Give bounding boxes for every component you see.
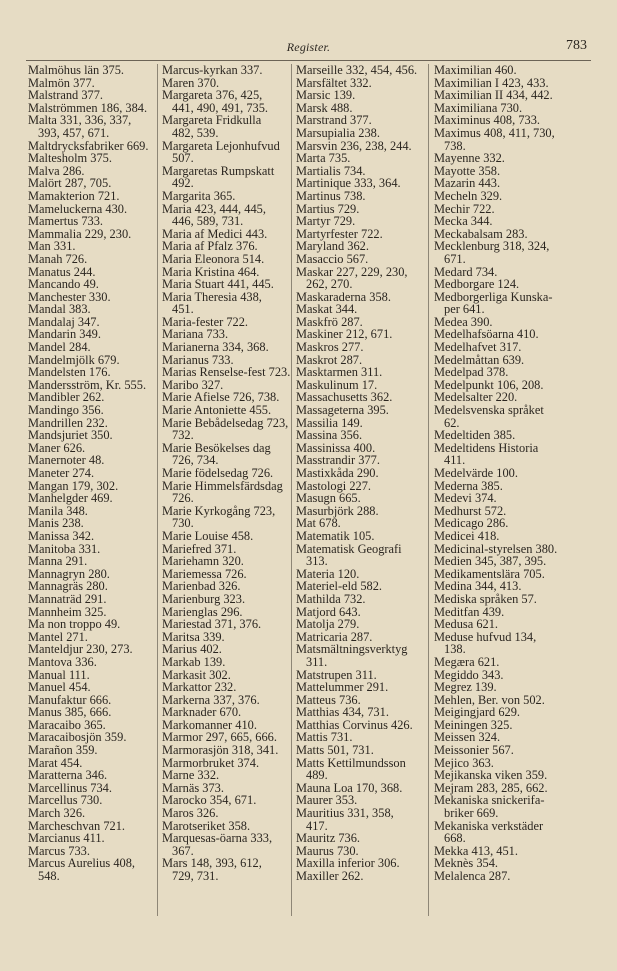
index-entry: Mariestad 371, 376. xyxy=(162,617,262,632)
index-entry: Marmorasjön 318, 341. xyxy=(162,743,279,758)
index-entry: Mechir 722. xyxy=(434,201,495,216)
index-entry: Mecheln 329. xyxy=(434,188,503,203)
index-entry: Medusa 621. xyxy=(434,617,499,632)
index-entry: 138. xyxy=(444,642,466,657)
index-entry: Maskar 227, 229, 230, xyxy=(296,264,408,279)
index-entry: Marne 332. xyxy=(162,768,220,783)
index-entry: Maria Eleonora 514. xyxy=(162,251,265,266)
index-entry: Marsic 139. xyxy=(296,88,356,103)
index-entry: Maria Kristina 464. xyxy=(162,264,260,279)
index-entry: Meissonier 567. xyxy=(434,743,514,758)
index-entry: 411. xyxy=(444,453,466,468)
index-entry: Malmöhus län 375. xyxy=(28,63,125,77)
index-entry: Medevi 374. xyxy=(434,491,497,506)
index-entry: Maria af Medici 443. xyxy=(162,226,268,241)
index-entry: Mangan 179, 302. xyxy=(28,478,119,493)
index-entry: Meknès 354. xyxy=(434,856,499,871)
index-entry: Medborgare 124. xyxy=(434,277,520,292)
index-column-3 xyxy=(296,64,428,883)
index-entry: Mancando 49. xyxy=(28,277,99,292)
index-entry: Malstrand 377. xyxy=(28,88,104,103)
index-entry: Matts 501, 731. xyxy=(296,743,374,758)
index-entry: Melalenca 287. xyxy=(434,869,511,883)
index-entry: Marie Himmelsfärdsdag xyxy=(162,478,283,493)
index-entry: Materiel-eld 582. xyxy=(296,579,383,594)
index-entry: Manhelgder 469. xyxy=(28,491,113,506)
index-entry: Mandibler 262. xyxy=(28,390,105,405)
index-entry: Maskrot 287. xyxy=(296,352,363,367)
index-entry: Markomanner 410. xyxy=(162,717,257,732)
index-entry: Marie Louise 458. xyxy=(162,528,254,543)
index-entry: Maryland 362. xyxy=(296,239,369,254)
index-entry: 729, 731. xyxy=(172,869,219,883)
index-entry: Margaretas Rumpskatt xyxy=(162,163,275,178)
index-entry: Medelhafsöarna 410. xyxy=(434,327,539,342)
index-entry: 313. xyxy=(306,554,328,569)
index-entry: Marie Besökelses dag xyxy=(162,440,271,455)
index-entry: Mejikanska viken 359. xyxy=(434,768,548,783)
index-entry: Medicinal-styrelsen 380. xyxy=(434,541,558,556)
index-entry: Mecka 344. xyxy=(434,214,493,229)
index-entry: Mejram 283, 285, 662. xyxy=(434,780,548,795)
index-column-4 xyxy=(434,64,566,883)
index-entry: 451. xyxy=(172,302,194,317)
index-entry: Medea 390. xyxy=(434,314,493,329)
index-entry: Markab 139. xyxy=(162,654,226,669)
index-entry: 548. xyxy=(38,869,60,883)
index-entry: Maria af Pfalz 376. xyxy=(162,239,258,254)
index-entry: Mattis 731. xyxy=(296,730,353,745)
index-entry: Marcus Aurelius 408, xyxy=(28,856,136,871)
index-entry: Marsvin 236, 238, 244. xyxy=(296,138,412,153)
index-entry: Maltdrycksfabriker 669. xyxy=(28,138,149,153)
index-entry: briker 669. xyxy=(444,806,499,821)
index-entry: Matricaria 287. xyxy=(296,629,373,644)
index-entry: Ma non troppo 49. xyxy=(28,617,121,632)
index-entry: Maria Stuart 441, 445. xyxy=(162,277,274,292)
index-entry: Mat 678. xyxy=(296,516,341,531)
index-entry: Mekaniska verkstäder xyxy=(434,818,544,833)
index-entry: Markasit 302. xyxy=(162,667,231,682)
index-entry: Marta 735. xyxy=(296,151,351,166)
index-entry: Marianerna 334, 368. xyxy=(162,340,269,355)
index-column-2 xyxy=(162,64,294,883)
index-entry: Maltesholm 375. xyxy=(28,151,112,166)
index-entry: Maner 626. xyxy=(28,440,86,455)
index-entry: Malströmmen 186, 384. xyxy=(28,100,148,115)
index-entry: Mariehamn 320. xyxy=(162,554,244,569)
index-entry: Mauritius 331, 358, xyxy=(296,806,394,821)
index-entry: Marienbad 326. xyxy=(162,579,241,594)
index-entry: Manah 726. xyxy=(28,251,88,266)
page-number: 783 xyxy=(566,38,587,53)
index-entry: Masaccio 567. xyxy=(296,251,369,266)
index-entry: Maria 423, 444, 445, xyxy=(162,201,266,216)
index-entry: Mannaträd 291. xyxy=(28,591,107,606)
index-entry: 311. xyxy=(306,654,328,669)
index-entry: per 641. xyxy=(444,302,485,317)
index-entry: Medeltidens Historia xyxy=(434,440,539,455)
index-entry: Matts Kettilmundsson xyxy=(296,755,406,770)
index-entry: 393, 457, 671. xyxy=(38,125,110,140)
index-entry: Mamertus 733. xyxy=(28,214,104,229)
index-entry: Medborgerliga Kunska- xyxy=(434,289,553,304)
index-entry: Marie Kyrkogång 723, xyxy=(162,503,276,518)
index-entry: Malva 286. xyxy=(28,163,85,178)
index-entry: Mandelmjölk 679. xyxy=(28,352,120,367)
index-entry: Massina 356. xyxy=(296,428,363,443)
index-entry: Marie Antoniette 455. xyxy=(162,403,272,418)
index-entry: Manteldjur 230, 273. xyxy=(28,642,133,657)
index-entry: Marcus 733. xyxy=(28,843,90,858)
index-entry: Medikamentslära 705. xyxy=(434,566,545,581)
index-entry: Martinus 738. xyxy=(296,188,366,203)
index-entry: Manchester 330. xyxy=(28,289,111,304)
index-entry: Matjord 643. xyxy=(296,604,361,619)
index-entry: 507. xyxy=(172,151,194,166)
index-entry: Megæra 621. xyxy=(434,654,500,669)
index-entry: Maxiller 262. xyxy=(296,869,364,883)
index-entry: Malört 287, 705. xyxy=(28,176,112,191)
index-entry: Mattelummer 291. xyxy=(296,680,389,695)
index-entry: Martialis 734. xyxy=(296,163,366,178)
index-entry: Mammalia 229, 230. xyxy=(28,226,132,241)
index-entry: Matteus 736. xyxy=(296,692,361,707)
index-entry: Martyr 729. xyxy=(296,214,356,229)
index-entry: Margarita 365. xyxy=(162,188,236,203)
index-entry: Martyrfester 722. xyxy=(296,226,383,241)
index-entry: Mantel 271. xyxy=(28,629,88,644)
index-entry: Margareta 376, 425, xyxy=(162,88,263,103)
index-entry: Manila 348. xyxy=(28,503,88,518)
index-entry: Marcheschvan 721. xyxy=(28,818,126,833)
index-entry: Matsmältningsverktyg xyxy=(296,642,408,657)
index-entry: Maritsa 339. xyxy=(162,629,225,644)
index-entry: Mandarin 349. xyxy=(28,327,101,342)
index-entry: Margareta Lejonhufvud xyxy=(162,138,280,153)
index-entry: Mayotte 358. xyxy=(434,163,501,178)
index-entry: 726. xyxy=(172,491,194,506)
running-title: Register. xyxy=(286,40,331,54)
index-entry: Maribo 327. xyxy=(162,377,224,392)
index-entry: Meiningen 325. xyxy=(434,717,513,732)
index-entry: Malta 331, 336, 337, xyxy=(28,113,132,128)
index-entry: Mazarin 443. xyxy=(434,176,501,191)
index-entry: Mastixkåda 290. xyxy=(296,466,379,480)
index-entry: Maximilian 460. xyxy=(434,63,517,77)
index-entry: Marcellus 730. xyxy=(28,793,103,808)
index-entry: Mekaniska snickerifa- xyxy=(434,793,545,808)
index-entry: Mannagryn 280. xyxy=(28,566,110,581)
index-entry: Markerna 337, 376. xyxy=(162,692,260,707)
index-entry: Matolja 279. xyxy=(296,617,360,632)
index-entry: 62. xyxy=(444,415,460,430)
index-entry: Martius 729. xyxy=(296,201,360,216)
index-entry: Marianus 733. xyxy=(162,352,234,367)
index-entry: Maskulinum 17. xyxy=(296,377,378,392)
index-entry: Mecklenburg 318, 324, xyxy=(434,239,550,254)
index-entry: Marienburg 323. xyxy=(162,591,246,606)
index-entry: Medelhafvet 317. xyxy=(434,340,522,355)
index-entry: Marnäs 373. xyxy=(162,780,224,795)
index-entry: Medelmåttan 639. xyxy=(434,352,525,367)
index-entry: Mastologi 227. xyxy=(296,478,372,493)
index-entry: Medina 344, 413. xyxy=(434,579,522,594)
index-entry: Masugn 665. xyxy=(296,491,361,506)
index-entry: Massilia 149. xyxy=(296,415,363,430)
index-entry: Mayenne 332. xyxy=(434,151,505,166)
index-entry: Manna 291. xyxy=(28,554,88,569)
index-entry: Maratterna 346. xyxy=(28,768,108,783)
index-entry: Marstrand 377. xyxy=(296,113,372,128)
index-entry: Medelpad 378. xyxy=(434,365,509,380)
index-entry: Mandalaj 347. xyxy=(28,314,100,329)
index-entry: Mameluckerna 430. xyxy=(28,201,128,216)
index-entry: Medeltiden 385. xyxy=(434,428,516,443)
index-entry: Medicei 418. xyxy=(434,528,500,543)
index-entry: Manufaktur 666. xyxy=(28,692,112,707)
index-entry: Martinique 333, 364. xyxy=(296,176,401,191)
index-entry: Mederna 385. xyxy=(434,478,503,493)
index-entry: Medelvärde 100. xyxy=(434,466,518,480)
index-entry: Marie Afielse 726, 738. xyxy=(162,390,280,405)
index-entry: Manual 111. xyxy=(28,667,90,682)
index-entry: Manitoba 331. xyxy=(28,541,101,556)
page-header xyxy=(0,38,617,58)
index-entry: Mariefred 371. xyxy=(162,541,237,556)
index-entry: Marquesas-öarna 333, xyxy=(162,831,273,846)
index-entry: Masurbjörk 288. xyxy=(296,503,379,518)
index-entry: Matstrupen 311. xyxy=(296,667,377,682)
index-entry: Maximiliana 730. xyxy=(434,100,523,115)
index-entry: 730. xyxy=(172,516,194,531)
index-entry: Marcus-kyrkan 337. xyxy=(162,63,263,77)
index-entry: 446, 589, 731. xyxy=(172,214,244,229)
index-entry: Maurus 730. xyxy=(296,843,359,858)
index-entry: Mantova 336. xyxy=(28,654,97,669)
index-entry: Marmor 297, 665, 666. xyxy=(162,730,277,745)
index-entry: Marseille 332, 454, 456. xyxy=(296,63,418,77)
index-entry: Maros 326. xyxy=(162,806,219,821)
index-entry: 482, 539. xyxy=(172,125,219,140)
index-entry: Mandel 284. xyxy=(28,340,91,355)
index-column-1 xyxy=(28,64,160,883)
index-entry: 668. xyxy=(444,831,466,846)
index-entry: 671. xyxy=(444,251,466,266)
index-entry: Mamakterion 721. xyxy=(28,188,120,203)
index-entry: Mejico 363. xyxy=(434,755,494,770)
index-entry: Marat 454. xyxy=(28,755,83,770)
index-entry: Maria-fester 722. xyxy=(162,314,249,329)
index-entry: Matematisk Geografi xyxy=(296,541,402,556)
index-entry: Maurer 353. xyxy=(296,793,358,808)
index-entry: Medhurst 572. xyxy=(434,503,507,518)
index-entry: Marienglas 296. xyxy=(162,604,243,619)
index-entry: Meduse hufvud 134, xyxy=(434,629,537,644)
index-entry: Manuel 454. xyxy=(28,680,91,695)
index-entry: Marmorbruket 374. xyxy=(162,755,260,770)
index-entry: Mandrillen 232. xyxy=(28,415,108,430)
index-entry: Manus 385, 666. xyxy=(28,705,112,720)
index-entry: Marsupialia 238. xyxy=(296,125,380,140)
index-entry: Marocko 354, 671. xyxy=(162,793,257,808)
index-entry: Mediska språken 57. xyxy=(434,591,537,606)
index-entry: Maren 370. xyxy=(162,75,220,90)
index-entry: Marañon 359. xyxy=(28,743,98,758)
index-entry: 367. xyxy=(172,843,194,858)
index-entry: Mariana 733. xyxy=(162,327,229,342)
index-entry: Massinissa 400. xyxy=(296,440,376,455)
index-entry: Manissa 342. xyxy=(28,528,95,543)
index-entry: Manernoter 48. xyxy=(28,453,105,468)
index-entry: Marius 402. xyxy=(162,642,222,657)
index-entry: 489. xyxy=(306,768,328,783)
index-entry: Maximilian II 434, 442. xyxy=(434,88,553,103)
index-entry: Mathilda 732. xyxy=(296,591,366,606)
index-entry: Margareta Fridkulla xyxy=(162,113,262,128)
header-rule xyxy=(26,60,591,61)
index-entry: Markattor 232. xyxy=(162,680,237,695)
index-entry: Maria Theresia 438, xyxy=(162,289,262,304)
index-entry: 732. xyxy=(172,428,194,443)
index-entry: Mandelsten 176. xyxy=(28,365,111,380)
index-entry: Meditfan 439. xyxy=(434,604,505,619)
index-entry: Mauritz 736. xyxy=(296,831,361,846)
index-entry: Maracaibosjön 359. xyxy=(28,730,127,745)
index-entry: Maskaraderna 358. xyxy=(296,289,391,304)
index-entry: Megiddo 343. xyxy=(434,667,504,682)
index-entry: Maximinus 408, 733. xyxy=(434,113,541,128)
index-entry: Maskiner 212, 671. xyxy=(296,327,393,342)
index-entry: Malmön 377. xyxy=(28,75,95,90)
index-entry: Marknader 670. xyxy=(162,705,242,720)
index-entry: Maracaibo 365. xyxy=(28,717,106,732)
index-entry: Maxilla inferior 306. xyxy=(296,856,400,871)
index-entry: Medelsvenska språket xyxy=(434,403,544,418)
index-entry: Marsfältet 332. xyxy=(296,75,372,90)
index-entry: Medelsalter 220. xyxy=(434,390,518,405)
index-entry: Meckabalsam 283. xyxy=(434,226,528,241)
index-entry: March 326. xyxy=(28,806,86,821)
index-entry: Massachusetts 362. xyxy=(296,390,393,405)
index-entry: Meissen 324. xyxy=(434,730,501,745)
index-entry: Marsk 488. xyxy=(296,100,353,115)
index-entry: 441, 490, 491, 735. xyxy=(172,100,269,115)
index-entry: Mariemessa 726. xyxy=(162,566,247,581)
index-entry: Megrez 139. xyxy=(434,680,497,695)
index-entry: Masstrandir 377. xyxy=(296,453,380,468)
index-entry: Mars 148, 393, 612, xyxy=(162,856,262,871)
index-entry: Matematik 105. xyxy=(296,528,375,543)
index-entry: Marie Bebådelsedag 723, xyxy=(162,415,289,430)
index-entry: Matthias 434, 731. xyxy=(296,705,389,720)
index-entry: Manis 238. xyxy=(28,516,84,531)
index-entry: Matthias Corvinus 426. xyxy=(296,717,413,732)
index-entry: 262, 270. xyxy=(306,277,353,292)
index-entry: Medelpunkt 106, 208. xyxy=(434,377,544,392)
index-entry: Massageterna 395. xyxy=(296,403,389,418)
index-entry: Marie födelsedag 726. xyxy=(162,466,274,480)
index-entry: Maskros 277. xyxy=(296,340,364,355)
index-entry: Manatus 244. xyxy=(28,264,96,279)
index-entry: Mandingo 356. xyxy=(28,403,104,418)
index-entry: 726, 734. xyxy=(172,453,219,468)
index-entry: Maskat 344. xyxy=(296,302,358,317)
index-entry: Marias Renselse-fest 723. xyxy=(162,365,291,380)
index-entry: Maneter 274. xyxy=(28,466,95,480)
index-entry: Marcianus 411. xyxy=(28,831,105,846)
index-entry: Mekka 413, 451. xyxy=(434,843,518,858)
index-entry: Mannheim 325. xyxy=(28,604,107,619)
index-entry: Medien 345, 387, 395. xyxy=(434,554,547,569)
index-entry: Maskfrö 287. xyxy=(296,314,363,329)
index-entry: Materia 120. xyxy=(296,566,360,581)
index-entry: Mehlen, Ber. von 502. xyxy=(434,692,545,707)
index-entry: Meigingjard 629. xyxy=(434,705,521,720)
index-entry: 492. xyxy=(172,176,194,191)
index-entry: Marcellinus 734. xyxy=(28,780,112,795)
index-entry: Mandsjuriet 350. xyxy=(28,428,113,443)
index-entry: 738. xyxy=(444,138,466,153)
index-entry: Mandal 383. xyxy=(28,302,91,317)
index-entry: Mandersström, Kr. 555. xyxy=(28,377,147,392)
index-entry: 417. xyxy=(306,818,328,833)
index-entry: Marotseriket 358. xyxy=(162,818,251,833)
index-entry: Mauna Loa 170, 368. xyxy=(296,780,403,795)
index-entry: Mannagräs 280. xyxy=(28,579,108,594)
index-entry: Man 331. xyxy=(28,239,76,254)
index-entry: Medicago 286. xyxy=(434,516,509,531)
index-entry: Masktarmen 311. xyxy=(296,365,383,380)
index-entry: Maximus 408, 411, 730, xyxy=(434,125,555,140)
index-entry: Maximilian I 423, 433. xyxy=(434,75,549,90)
column-divider xyxy=(428,64,429,916)
index-entry: Medard 734. xyxy=(434,264,498,279)
